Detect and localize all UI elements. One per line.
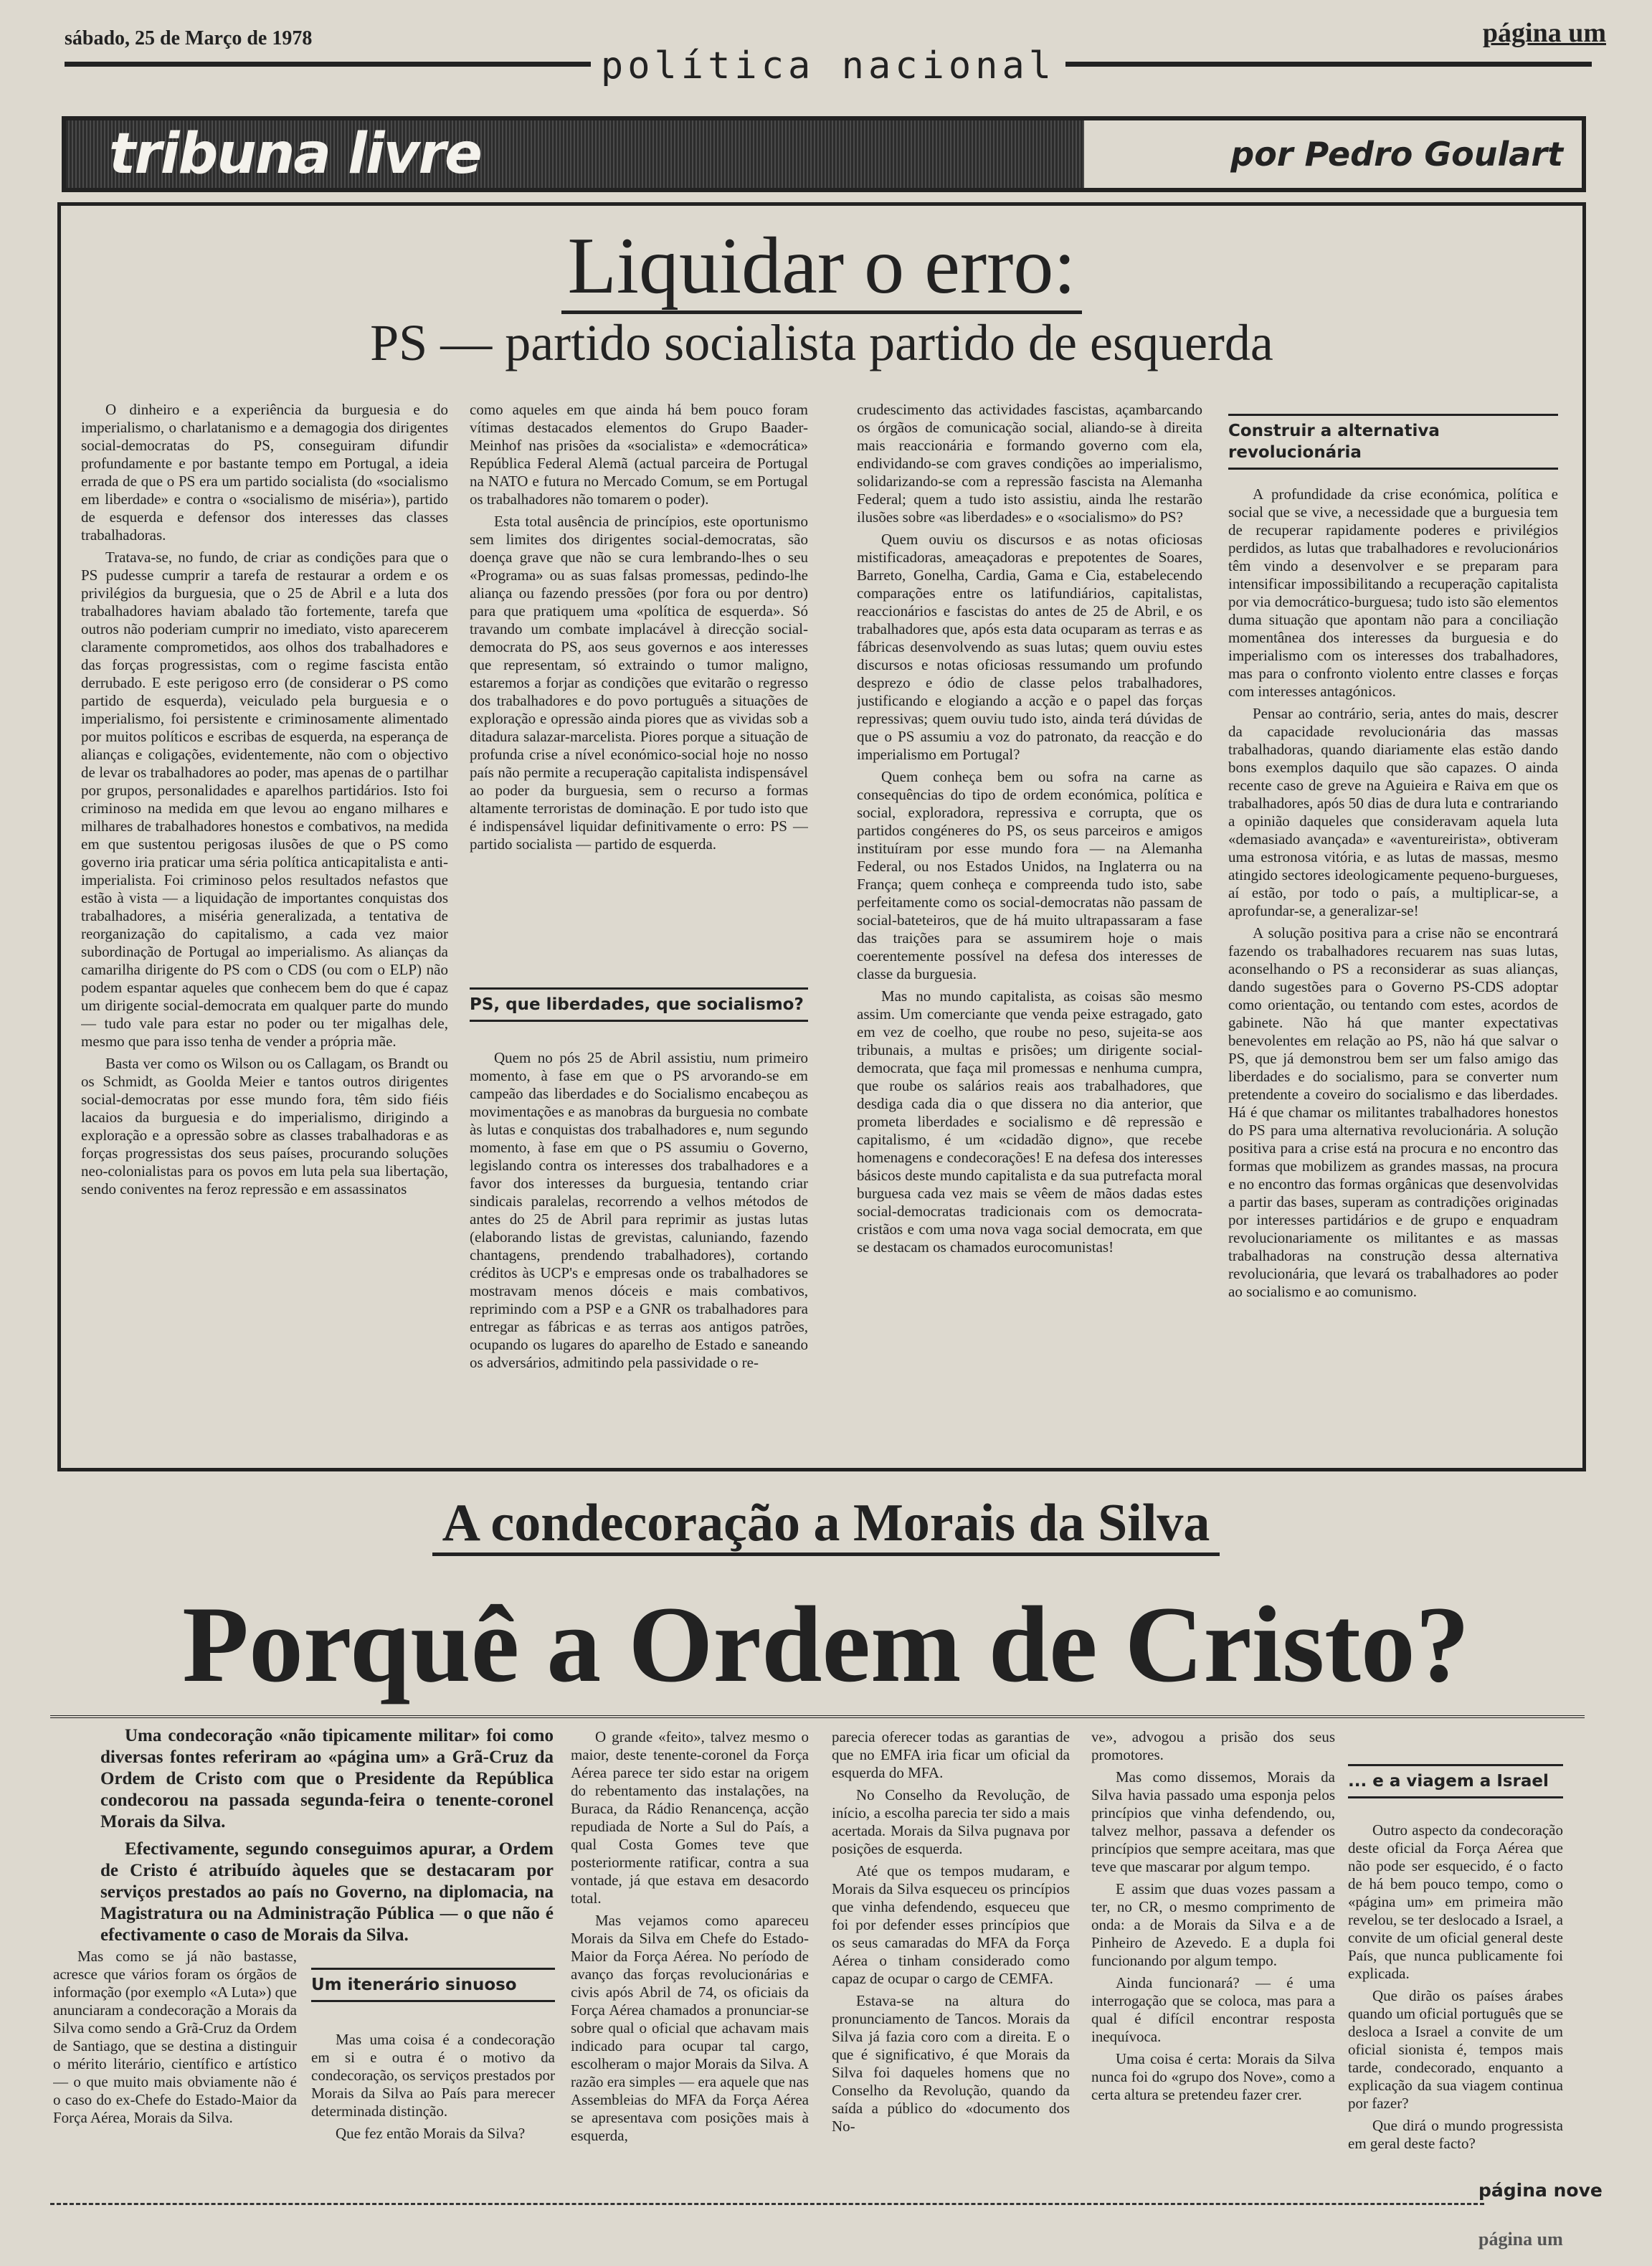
paragraph: No Conselho da Revolução, de início, a escolha parecia ter sido a mais acertada. Morais da Silva pugnava por posições de esquerda.: [832, 1786, 1070, 1857]
byline: por Pedro Goulart: [1230, 135, 1563, 174]
subheading-itinerario: Um itenerário sinuoso: [311, 1968, 555, 2002]
column-name: tribuna livre: [109, 122, 481, 186]
paragraph: Mas vejamos como apareceu Morais da Silva em Chefe do Estado-Maior da Força Aérea. No período de avanço das forças revolucionárias e civis após Abril de 74, os oficiais da Força Aérea chamados a pronunciar-se sobre qual o oficial que achavam mais indicado para ocupar tal cargo, escolheram o major Morais da Silva. A razão era simples — era aquele que nas Assembleias do MFA da Força Aérea se apresentava com posições mais à esquerda,: [571, 1912, 809, 2144]
article2-column-3: [571, 1728, 809, 2186]
paragraph: crudescimento das actividades fascistas, açambarcando os órgãos de comunicação social, aliando-se à direita mais reaccionária e formando governo com ela, endividando-se com graves condições ao imperialismo, solidarizando-se com a repressão fascista na Alemanha Federal; quem a tudo isto assistiu, ainda lhe restarão ilusões sobre «as liberdades» e o «socialismo» do PS?: [857, 401, 1202, 526]
article2-column-2: [311, 2031, 555, 2186]
article-tribuna-livre: [57, 202, 1586, 1471]
paragraph: Uma coisa é certa: Morais da Silva nunca foi do «grupo dos Nove», como a certa altura se pretendeu fazer crer.: [1091, 2050, 1335, 2103]
paragraph: Esta total ausência de princípios, este oportunismo sem limites dos dirigentes social-democratas, são doença grave que não se cura lembrando-lhes o seu «Programa» ou as suas falsas promessas, pedindo-lhe aliança ou fazendo pressões (por fora ou por dentro) para que pratiquem uma «política de esquerda». Só travando um combate implacável à direcção social-democrata do PS, aos seus governos e aos interesses que representam, só extraindo o tumor maligno, estaremos a forjar as condições que evitarão o regresso dos trabalhadores e do povo português a situações de exploração e opressão ainda piores que as vividas sob a ditadura salazar-marcelista. Piores porque a situação de profunda crise a nível económico-social hoje no nosso país não permite a recuperação capitalista indispensável ao poder da burguesia, sem o recurso a formas altamente terroristas de dominação. E por tudo isto que é indispensável liquidar definitivamente o erro: PS — partido socialista — partido de esquerda.: [470, 513, 808, 853]
paragraph: Ainda funcionará? — é uma interrogação que se coloca, mas para a qual é difícil encontrar resposta inequívoca.: [1091, 1974, 1335, 2045]
paragraph: como aqueles em que ainda há bem pouco foram vítimas destacados elementos do Grupo Baader-Meinhof nas prisões da «socialista» e «democrática» República Federal Alemã (actual parceira de Portugal na NATO e futura no Mercado Comum, se em Portugal os trabalhadores não tomarem o poder).: [470, 401, 808, 508]
paragraph: Tratava-se, no fundo, de criar as condições para que o PS pudesse cumprir a tarefa de restaurar a ordem e os privilégios da burguesia, que o 25 de Abril e a luta dos trabalhadores haviam abalado tão fortemente, tarefa que outros não poderiam cumprir no imediato, visto aparecerem claramente comprometidos, aos olhos dos trabalhadores e das forças progressistas, com o regime fascista então derrubado. E este perigoso erro (de considerar o PS como partido de esquerda), veiculado pela burguesia e o imperialismo, foi persistente e criminosamente alimentado por muitos políticos e escribas de esquerda, na esperança de alianças e coligações, evidentemente, não com o objectivo de levar os trabalhadores ao poder, mas apenas de o partilhar por grupos, personalidades e aparelhos partidários. Isto foi criminoso na medida em que levou ao engano milhares e milhares de trabalhadores honestos e combativos, na medida em que sustentou perigosas ilusões de que o PS como governo iria praticar uma séria política anticapitalista e anti-imperialista. Foi criminoso pelos resultados nefastos que estão à vista — a liquidação de importantes conquistas dos trabalhadores, a miséria generalizada, a tentativa de reorganização do capitalismo, a cada vez maior subordinação de Portugal ao imperialismo. As alianças da camarilha dirigente do PS com o CDS (ou com o ELP) não podem espantar aqueles que conhecem bem do que é capaz um dirigente social-democrata em qualquer parte do mundo — tudo vale para estar no poder ou ter migalhas dele, mesmo que para isso tenha de vender a própria mãe.: [81, 549, 448, 1050]
subheading-alternativa: Construir a alternativa revolucionária: [1228, 414, 1558, 470]
column-banner: [62, 116, 1586, 192]
paragraph: Quem no pós 25 de Abril assistiu, num primeiro momento, à fase em que o PS arvorando-se em campeão das liberdades e do Socialismo encabeçou as movimentações e as manobras da burguesia no combate às lutas e conquistas dos trabalhadores e, num segundo momento, à fase em que o PS assumiu o Governo, legislando contra os interesses dos trabalhadores e a favor dos interesses da burguesia, tentando criar sindicais paralelas, recorrendo a velhos métodos de antes do 25 de Abril para reprimir as justas lutas (elaborando listas de grevistas, caluniando, fazendo chantagens, prendendo trabalhadores), cortando créditos às UCP's e empresas onde os trabalhadores se mostravam menos dóceis e mais combativos, reprimindo com a PSP e a GNR os trabalhadores para entregar as fábricas e as terras aos antigos patrões, ocupando os lugares do aparelho de Estado e saneando os adversários, admitindo pela passividade o re-: [470, 1049, 808, 1371]
paragraph: E assim que duas vozes passam a ter, no CR, o mesmo comprimento de onda: a de Morais da Silva e a de Pinheiro de Azevedo. E a dupla foi funcionando por algum tempo.: [1091, 1880, 1335, 1969]
article2-lead: [100, 1725, 554, 1943]
paragraph: A solução positiva para a crise não se encontrará fazendo os trabalhadores recuarem nas suas lutas, aconselhando o PS a reconsiderar as suas alianças, dando sugestões para o Governo PS-CDS adoptar como orientação, ou tentando com estes, acordos de gabinete. Não há que manter expectativas benevolentes em relação ao PS, não há que salvar o PS, que já demonstrou bem ser um falso amigo das liberdades e do socialismo, para se converter num pretendente a coveiro do socialismo e das liberdades. Há é que chamar os militantes trabalhadores honestos do PS para uma alternativa revolucionária. A solução positiva para a crise está na procura e no encontro das formas que mobilizem as grandes massas, na procura e no encontro das formas orgânicas que desenvolvidas a partir das bases, superam as contradições originadas por interesses partidários e de grupo e enquadram revolucionariamente os militantes e as massas trabalhadoras na construção dessa alternativa revolucionária, que levará os trabalhadores ao poder ao socialismo e ao comunismo.: [1228, 924, 1558, 1300]
article2-title: Porquê a Ordem de Cristo?: [182, 1584, 1470, 1705]
section-title-text: política nacional: [591, 44, 1065, 87]
article-column-2b: [470, 1049, 808, 1448]
paragraph: Estava-se na altura do pronunciamento de Tancos. Morais da Silva já fazia coro com a direita. E o que é significativo, é que Morais da Silva foi daqueles homens que no Conselho da Revolução, quando da saída a público do «documento dos No-: [832, 1992, 1070, 2135]
subheading-israel: ... e a viagem a Israel: [1348, 1764, 1563, 1798]
article-title: [61, 220, 1582, 313]
article-subtitle: PS — partido socialista partido de esquerda: [370, 314, 1273, 371]
article-column-1: [81, 401, 448, 1448]
continued-page-reference: página nove: [1478, 2180, 1603, 2201]
paragraph: Que dirá o mundo progressista em geral deste facto?: [1348, 2117, 1563, 2152]
section-title: [65, 44, 1592, 87]
article2-column-6: [1348, 1821, 1563, 2171]
article-title-text: Liquidar o erro:: [561, 222, 1081, 314]
paragraph: Que dirão os países árabes quando um oficial português que se desloca a Israel a convite de um oficial sionista é, tempos mais tarde, condecorado, enquanto a explicação da sua viagem continua por fazer?: [1348, 1987, 1563, 2112]
paragraph: Pensar ao contrário, seria, antes do mais, descrer da capacidade revolucionária das massas trabalhadoras, quando diariamente elas estão dando bons exemplos daquilo que são capazes. O ainda recente caso de greve na Aguieira e Raiva em que os trabalhadores, após 50 dias de dura luta e contrariando a opinião daqueles que consideravam aquela luta «demasiado avançada» e «aventureirista», obtiveram uma estronosa vitória, e as lutas de massas, mesmo atingido sectores ideologicamente pequeno-burgueses, aí estão, por todo o país, a multiplicar-se, a aprofundar-se, a generalizar-se!: [1228, 705, 1558, 919]
paragraph: ve», advogou a prisão dos seus promotores.: [1091, 1728, 1335, 1763]
paragraph: A profundidade da crise económica, política e social que se vive, a necessidade que a burguesia tem de recuperar rapidamente poderes e privilégios perdidos, as lutas que trabalhadores e revolucionários têm vindo a desenvolver e se preparam para intensificar impossibilitando a recuperação capitalista por via democrático-burguesa; tudo isto são elementos duma situação que apontam não para a conciliação momentânea dos interesses da burguesia e do imperialismo com os interesses dos trabalhadores, mas para o confronto violento entre classes e forças com interesses antagónicos.: [1228, 485, 1558, 700]
article2-kicker: [0, 1493, 1652, 1554]
bottom-rule: [50, 2203, 1484, 2205]
paragraph: Mas no mundo capitalista, as coisas são mesmo assim. Um comerciante que venda peixe estragado, gato em vez de coelho, que roube no peso, sujeita-se aos tribunais, a multas e prisões; um dirigente social-democrata, que faça mil promessas e nenhuma cumpra, que roube os salários reais aos trabalhadores, que desdiga cada dia o que dissera no dia anterior, que prometa liberdades e socialismo e dê repressão e capitalismo, é um «cidadão digno», que recebe homenagens e condecorações! E na defesa dos interesses básicos deste mundo capitalista e da sua putrefacta moral burguesa cada vez mais se vêem de mãos dadas estes social-democratas tradicionais com os democrata-cristãos e com uma nova vaga social democrata, em que se destacam os chamados eurocomunistas!: [857, 987, 1202, 1256]
article2-kicker-text: A condecoração a Morais da Silva: [432, 1494, 1220, 1556]
paragraph: Outro aspecto da condecoração deste oficial da Força Aérea que não pode ser esquecido, é o facto de há bem pouco tempo, como o «página um» em primeira mão revelou, se ter deslocado a Israel, a convite de um oficial general deste País, que nunca publicamente foi explicada.: [1348, 1821, 1563, 1982]
article2-column-4: [832, 1728, 1070, 2186]
paragraph: O dinheiro e a experiência da burguesia e do imperialismo, o charlatanismo e a demagogia dos dirigentes social-democratas do PS, conseguiram difundir profundamente e por bastante tempo em Portugal, a ideia errada de que o PS era um partido socialista (do «socialismo em liberdade» e contra o «socialismo de miséria»), partido de esquerda e defensor dos interesses das classes trabalhadoras.: [81, 401, 448, 544]
page-header: [65, 18, 1606, 87]
lead-paragraph: Uma condecoração «não tipicamente militar» foi como diversas fontes referiram ao «página um» a Grã-Cruz da Ordem de Cristo com que o Presidente da República condecorou na passada segunda-feira o tenente-coronel Morais da Silva.: [100, 1726, 554, 1831]
article2-column-1: [53, 1948, 297, 2186]
article2-column-5: [1091, 1728, 1335, 2186]
subheading-liberdades: PS, que liberdades, que socialismo?: [470, 987, 808, 1022]
paragraph: Quem ouviu os discursos e as notas oficiosas mistificadoras, ameaçadoras e prepotentes de Soares, Barreto, Gonelha, Cardia, Gama e Cia, estabelecendo comparações entre os latifundiários, capitalistas, reaccionários e fascistas do antes de 25 de Abril, e os trabalhadores que, após esta data ocuparam as terras e as fábricas desenvolvendo as suas lutas; quem ouviu estes discursos e notas oficiosas ressumando um profundo desprezo e ódio de classe pelos trabalhadores, justificando e elogiando a acção e o papel das forças repressivas; quem ouviu tudo isto, ainda terá dúvidas de que o PS assumiu a voz do patronato, da reacção e do imperialismo em Portugal?: [857, 531, 1202, 763]
article-column-4: [1228, 485, 1558, 1448]
paragraph: Até que os tempos mudaram, e Morais da Silva esqueceu os princípios que vinha defendendo, esqueceu que foi por defender esses princípios que os seus camaradas do MFA da Força Aérea o tinham considerado como capaz de ocupar o cargo de CEMFA.: [832, 1862, 1070, 1987]
paragraph: Basta ver como os Wilson ou os Callagam, os Brandt ou os Schmidt, as Goolda Meier e tantos outros dirigentes social-democratas por esse mundo fora, têm sido fiéis lacaios da burguesia e do imperialismo, dirigindo a exploração e a opressão sobre as classes trabalhadoras e as forças progressistas dos seus países, procurando soluções neo-colonialistas para os povos em luta pela sua libertação, sendo coniventes na feroz repressão e em assassinatos: [81, 1055, 448, 1198]
paragraph: parecia oferecer todas as garantias de que no EMFA iria ficar um oficial da esquerda do MFA.: [832, 1728, 1070, 1781]
article-column-2: [470, 401, 808, 979]
paragraph: Mas como dissemos, Morais da Silva havia passado uma esponja pelos princípios que vinha defendendo, ou, talvez melhor, passava a defender os princípios que sempre aceitara, mas que teve que mascarar por algum tempo.: [1091, 1768, 1335, 1875]
paragraph: Mas como se já não bastasse, acresce que vários foram os órgãos de informação (por exemplo «A Luta») que anunciaram a condecoração a Morais da Silva como sendo a Grã-Cruz da Ordem de Santiago, que se destina a distinguir o mérito literário, científico e artístico — o que muito mais obviamente não é o caso do ex-Chefe do Estado-Maior da Força Aérea, Morais da Silva.: [53, 1948, 297, 2126]
lead-paragraph: Efectivamente, segundo conseguimos apurar, a Ordem de Cristo é atribuído àqueles que se destacaram por serviços prestados ao país no Governo, na diplomacia, na Magistratura ou na Administração Pública — o que não é efectivamente o caso de Morais da Silva.: [100, 1839, 554, 1943]
paragraph: Mas uma coisa é a condecoração em si e outra é o motivo da condecoração, os serviços prestados por Morais da Silva ao País para merecer determinada distinção.: [311, 2031, 555, 2120]
paragraph: Que fez então Morais da Silva?: [336, 2125, 526, 2142]
article2-rule: [50, 1715, 1585, 1718]
article-column-3: [857, 401, 1202, 1448]
paragraph: O grande «feito», talvez mesmo o maior, deste tenente-coronel da Força Aérea parece ter sido estar na origem do rebentamento das instalações, na Buraca, da Rádio Renancença, acção repudiada de Norte a Sul do País, a qual Costa Gomes teve que posteriormente ratificar, contra a sua vontade, já que estava em desacordo total.: [571, 1728, 809, 1907]
footer-page-label: página um: [1478, 2229, 1563, 2250]
issue-date: sábado, 25 de Março de 1978: [65, 27, 313, 49]
masthead-page-label: página um: [1482, 18, 1606, 48]
paragraph: Quem conheça bem ou sofra na carne as consequências do tipo de ordem económica, política e social, exploradora, repressiva e corrupta, que os partidos congéneres do PS, os seus parceiros e amigos instituíram por esse mundo fora — na Alemanha Federal, ou nos Estados Unidos, na Inglaterra ou na França; quem conheça e compreenda tudo isto, sabe perfeitamente como os social-democratas não passam de social-bateteiros, que de há muito ultrapassaram a fase das traições para se assumirem hoje o mais coerentemente possível na defesa dos interesses de classe da burguesia.: [857, 768, 1202, 982]
